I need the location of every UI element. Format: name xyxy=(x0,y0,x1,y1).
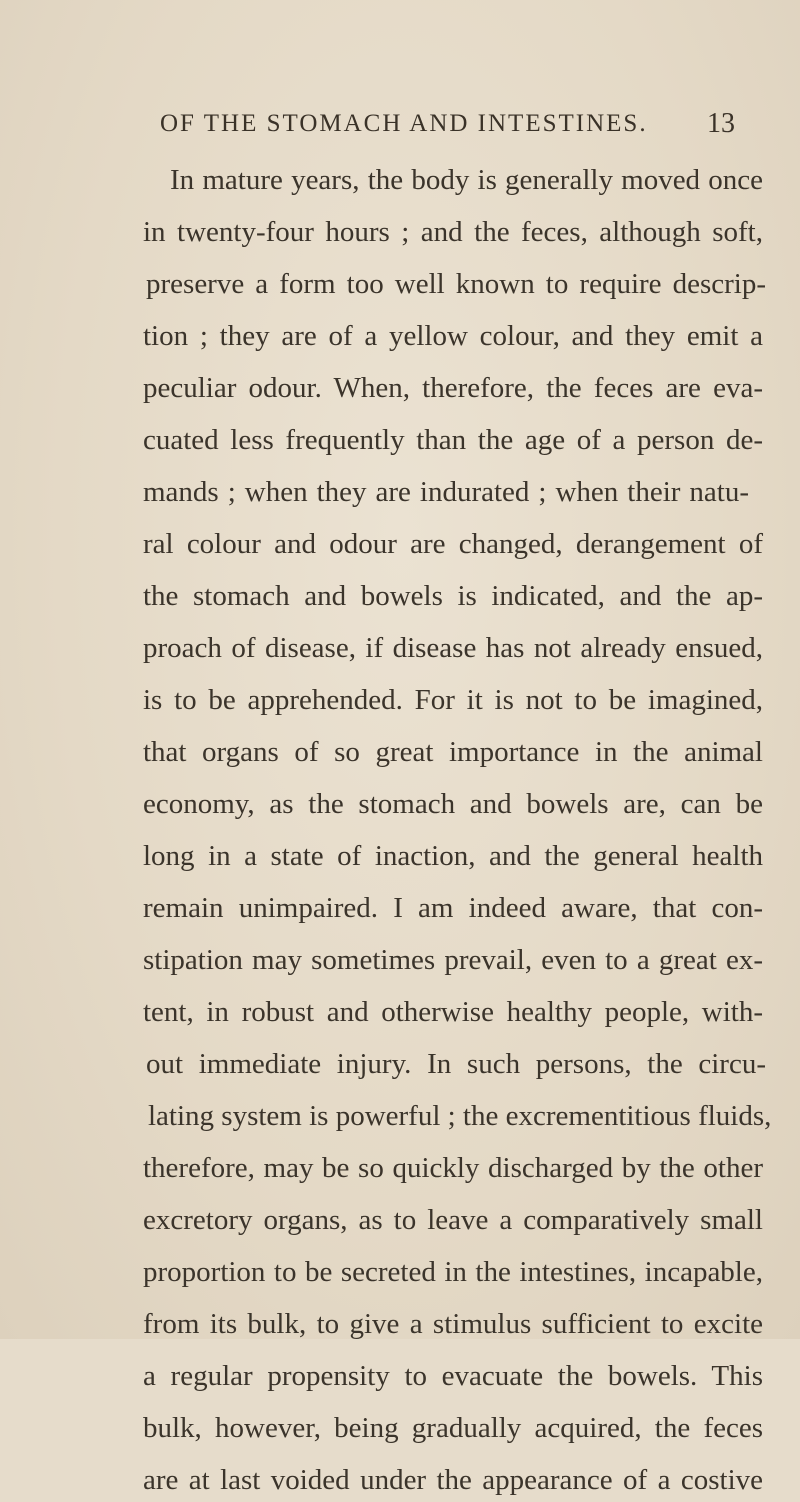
text-line: In mature years, the body is generally moved once xyxy=(170,164,763,196)
text-line: long in a state of inaction, and the general health xyxy=(143,840,763,872)
text-line: ral colour and odour are changed, derangement of xyxy=(143,528,763,560)
text-line: mands ; when they are indurated ; when their natu- xyxy=(143,476,749,508)
text-line: stipation may sometimes prevail, even to a great ex- xyxy=(143,944,763,976)
text-line: are at last voided under the appearance of a costive xyxy=(143,1464,763,1496)
text-line: proach of disease, if disease has not already ensued, xyxy=(143,632,763,664)
text-line: cuated less frequently than the age of a person de- xyxy=(143,424,763,456)
text-line: peculiar odour. When, therefore, the feces are eva- xyxy=(143,372,763,404)
text-line: a regular propensity to evacuate the bowels. This xyxy=(143,1360,763,1392)
text-line: that organs of so great importance in the animal xyxy=(143,736,763,768)
text-line: in twenty-four hours ; and the feces, although soft, xyxy=(143,216,763,248)
text-line: is to be apprehended. For it is not to be imagined, xyxy=(143,684,763,716)
text-line: bulk, however, being gradually acquired, the feces xyxy=(143,1412,763,1444)
text-line: therefore, may be so quickly discharged by the other xyxy=(143,1152,763,1184)
text-line: tent, in robust and otherwise healthy people, with- xyxy=(143,996,763,1028)
text-line: proportion to be secreted in the intestines, incapable, xyxy=(143,1256,763,1288)
text-line: tion ; they are of a yellow colour, and they emit a xyxy=(143,320,763,352)
text-line: preserve a form too well known to require descrip- xyxy=(146,268,766,300)
running-head: OF THE STOMACH AND INTESTINES. xyxy=(160,110,648,137)
page-number: 13 xyxy=(707,108,735,139)
text-line: out immediate injury. In such persons, the circu- xyxy=(146,1048,766,1080)
body-text xyxy=(0,158,800,1496)
text-line: economy, as the stomach and bowels are, can be xyxy=(143,788,763,820)
text-line: the stomach and bowels is indicated, and the ap- xyxy=(143,580,763,612)
text-line: from its bulk, to give a stimulus sufficient to excite xyxy=(143,1308,763,1340)
text-line: remain unimpaired. I am indeed aware, that con- xyxy=(143,892,763,924)
text-line: excretory organs, as to leave a comparatively small xyxy=(143,1204,763,1236)
text-line: lating system is powerful ; the excrementitious fluids, xyxy=(148,1100,772,1132)
